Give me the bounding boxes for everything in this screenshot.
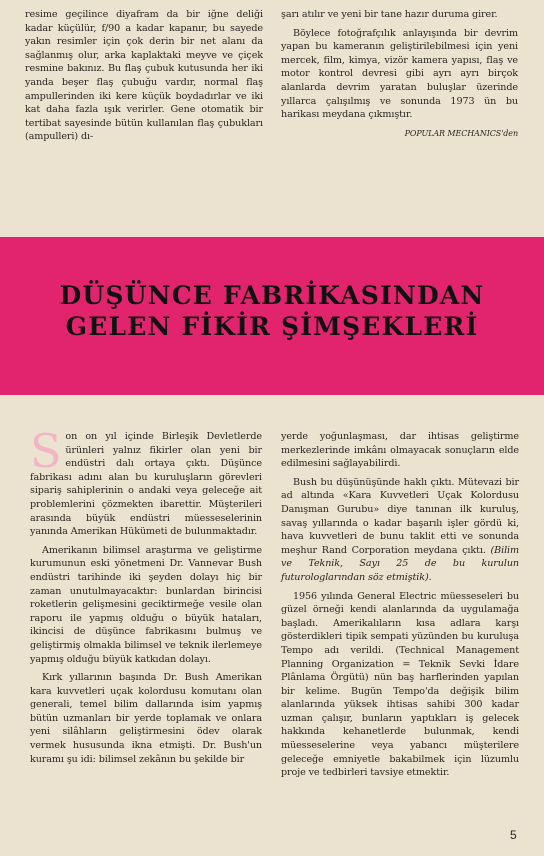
bottom-right-paragraph-2 [281,476,519,585]
title-line-2: GELEN FİKİR ŞİMŞEKLERİ [65,312,479,341]
top-left-paragraph-1: resime geçilince diyafram da bir iğne deliği kadar küçülür, f/90 a kadar kapanır, bu sayede yakın resimler için çok derin bir net alanı da sağlanmış olur, arka kaplaktaki meyve ve çiçek resmine bakınız. Bu flaş çubuk kutusunda her iki yanda beşer flaş çubuğu vardır, normal flaş ampullerinden iki kere küçük boydadırlar ve iki kat daha fazla ışık verirler. Gene otomatik bir tertibat sayesinde bütün kullanılan flaş çubukları (ampulleri) dı- [25,9,263,143]
bottom-right-paragraph-1: yerde yoğunlaşması, dar ihtisas geliştirme merkezlerinde imkânı olmayacak sonuçların elde edilmesini sağlayabilirdi. [281,431,519,470]
top-right-paragraph-2: Böylece fotoğrafçılık anlayışında bir devrim yapan bu kameranın geliştirilebilmesi için yeni mercek, film, kimya, vizör kamera yapısı, flaş ve motor kontrol devresi gibi ayrı ayrı birçok alanlarda devrim yaratan buluşlar üzerinde yıllarca çalışılmış ve sonunda 1973 ün bu harikası meydana çıkmıştır. [281,27,518,121]
bottom-right-column [281,430,519,785]
bottom-right-paragraph-3: 1956 yılında General Electric müesseseleri bu güzel örneği kendi alanlarında da uygulamağa başladı. Amerikalıların kısa adlara karşı gösterdikleri tipik sempati yüzünden bu kuruluşa Tempo adı verildi. (Technical Management Planning Organization = Teknik Sevki İdare Plânlama Örgütü) nün baş harflerinden yapılan bir kelime. Bugün Tempo'da değişik bilim alanlarında yüksek ihtisas sahibi 300 kadar uzman çalışır, bunların yaptıkları iş gelecek hakkında kehanetlerde bulunmak, kendi müesseselerine veya yabancı müşterilere geleceğe emniyetle bakabilmek için lüzumlu proje ve tedbirleri tavsiye etmektir. [281,590,519,779]
bottom-right-citation: (Bilim ve Teknik, Sayı 25 de bu kurulun futurologlarından söz etmiştik). [281,544,520,583]
source-credit: POPULAR MECHANICS'den [404,128,518,138]
top-left-column [25,8,263,149]
bottom-left-column [30,424,262,771]
bottom-right-paragraph-2-text: Bush bu düşünüşünde haklı çıktı. Mütevazi bir ad altında «Kara Kuvvetleri Uçak Kolordusu Danışman Gurubu» diye tanınan ilk kuruluş, savaş yıllarında o kadar başarılı işler gördü ki, hava kuvvetleri de bunu taklit etti ve sonunda meşhur Rand Corporation meydana çıktı. [281,476,519,556]
top-right-paragraph-1: şarı atılır ve yeni bir tane hazır duruma girer. [281,9,498,20]
bottom-left-paragraph-1 [30,424,262,539]
bottom-left-paragraph-3: Kırk yıllarının başında Dr. Bush Amerikan kara kuvvetleri uçak kolordusu komutanı olan generali, temel bilim dallarında isim yapmış bütün uzmanları bir yerde toplamak ve onlara yeni silâhların geliştirmesini ödev olarak vermek hususunda ikna etmişti. Dr. Bush'un kuramı şu idi: bilimsel zekânın bu şekilde bir [30,672,262,765]
drop-cap: S [30,424,62,478]
article-title [0,280,544,342]
title-line-1: DÜŞÜNCE FABRİKASINDAN [59,281,485,310]
top-right-column [281,8,518,140]
page-number: 5 [510,828,517,842]
bottom-left-paragraph-1-text: on on yıl içinde Birleşik Devletlerde ürünleri yalnız fikirler olan yeni bir endüstri dalı ortaya çıktı. Düşünce fabrikası adını alan bu kuruluşların görevleri sipariş sahiplerinin o andaki veya geleceğe ait problemlerini çözmekten ibarettir. Müşterileri arasında büyük endüstri müesseselerinin yanında Amerikan Hükümeti de bulunmaktadır. [30,431,262,538]
bottom-left-paragraph-2: Amerikanın bilimsel araştırma ve geliştirme kurumunun eski yönetmeni Dr. Vannevar Bush endüstri tarihinde iki şeyden dolayı hiç bir zaman unutulmayacaktır: bunlardan birincisi roketlerin gelişmesini geciktirmeğe vesile olan raporu ile yapmış olduğu o büyük hataları, ikincisi de düşünce fabrikasını bulmuş ve geliştirmiş olmakla bilimsel ve teknik ilerlemeye yapmış olduğu büyük katkıdan dolayı. [30,544,262,665]
